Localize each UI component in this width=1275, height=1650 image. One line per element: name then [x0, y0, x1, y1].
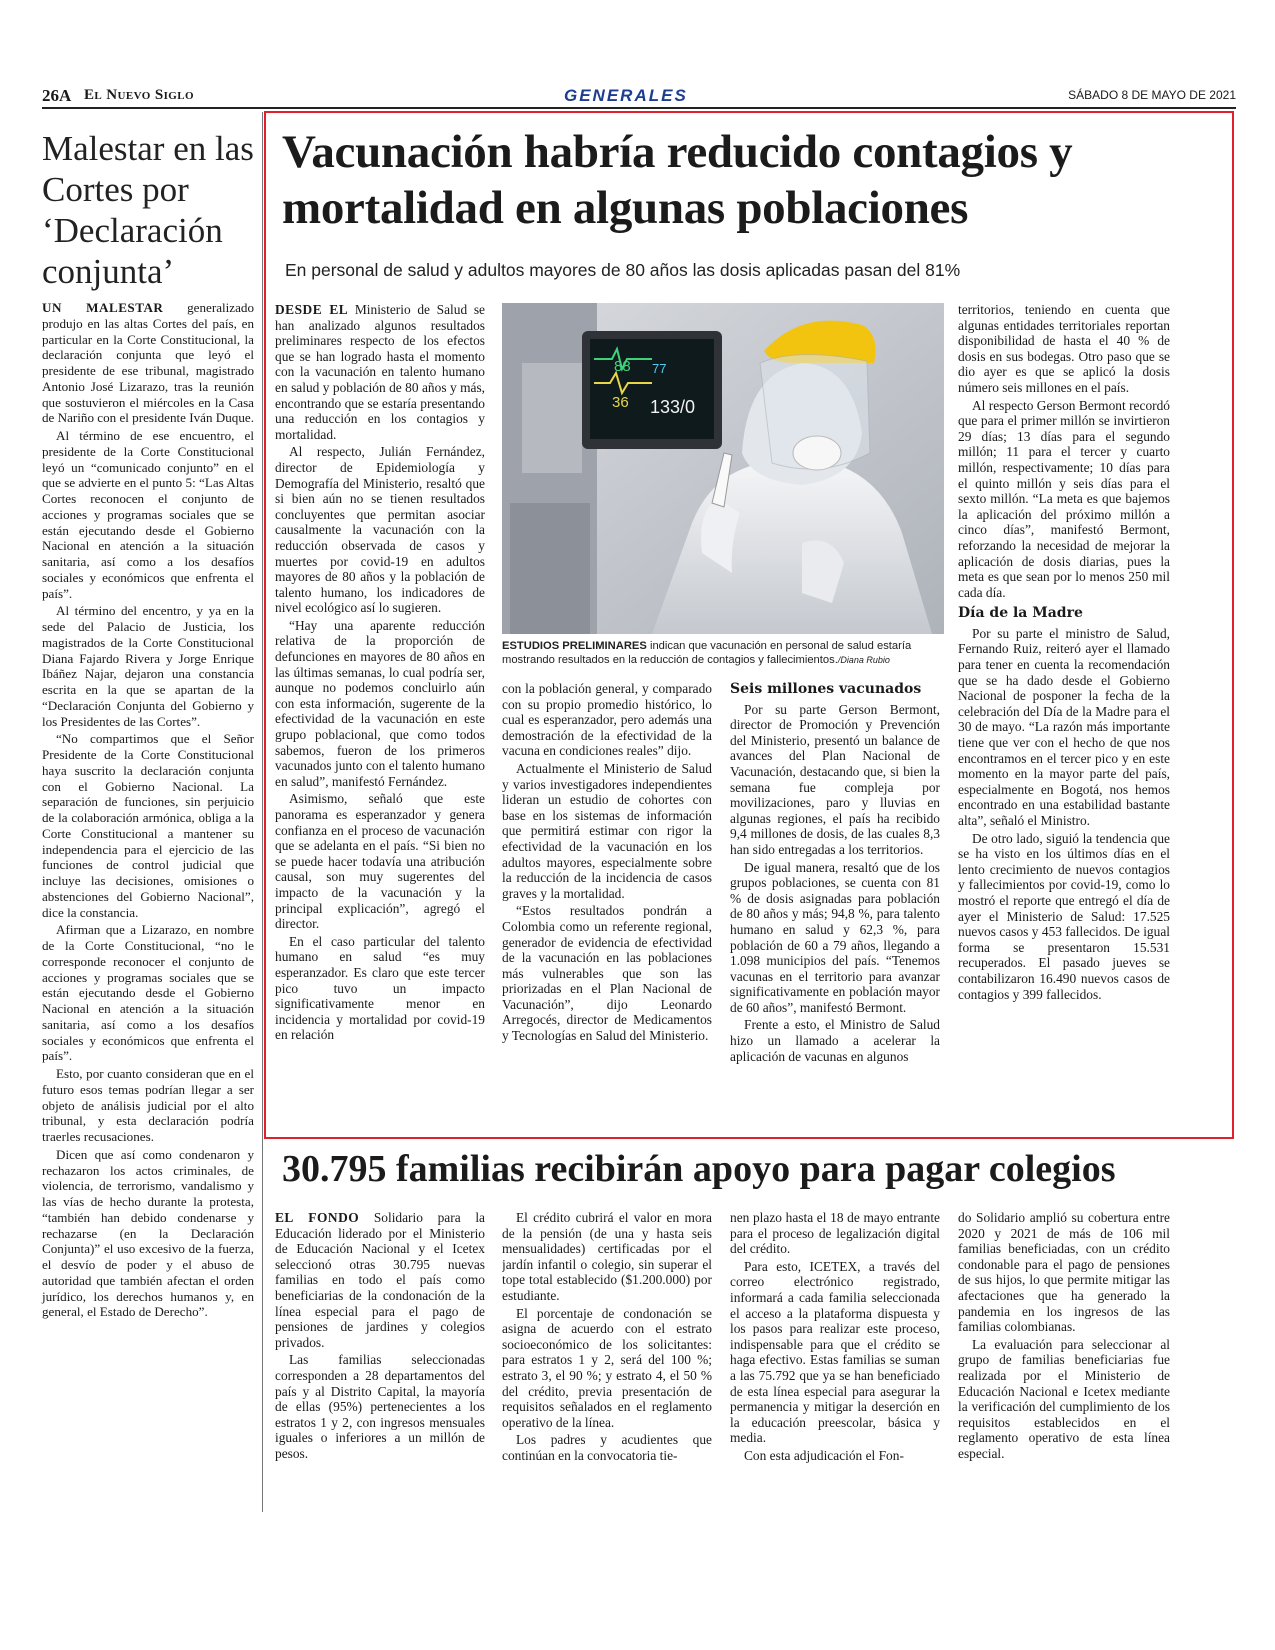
main-paragraph: con la población general, y comparado con su propio promedio histórico, lo cual es esperanzador, pero además una demostración de la efectividad de la vacuna en condiciones reales” dijo.: [502, 681, 712, 759]
main-paragraph: Frente a esto, el Ministro de Salud hizo un llamado a acelerar la aplicación de vacunas en algunos: [730, 1017, 940, 1064]
article-photo: [502, 303, 944, 634]
second-headline: 30.795 familias recibirán apoyo para pagar colegios: [282, 1148, 1116, 1190]
second-paragraph: Los padres y acudientes que continúan en la convocatoria tie-: [502, 1432, 712, 1463]
main-subtitle: En personal de salud y adultos mayores de 80 años las dosis aplicadas pasan del 81%: [285, 260, 961, 280]
second-paragraph: EL FONDO Solidario para la Educación liderado por el Ministerio de Educación Nacional y el Icetex seleccionó otras 30.795 nuevas familias en todo el país como beneficiarias de la condonación de la línea especial para el pago de pensiones de jardines y colegios privados.: [275, 1210, 485, 1350]
main-paragraph: En el caso particular del talento humano en salud “es muy esperanzador. Es claro que este tercer pico tuvo un impacto significativamente menor en incidencia y mortalidad por covid-19 en relación: [275, 933, 485, 1043]
sidebar-paragraph: UN MALESTAR generalizado produjo en las altas Cortes del país, en particular en la Corte Constitucional, la declaración conjunta que leyó el presidente de ese tribunal, magistrado Antonio José Lizarazo, tras la reunión que sostuvieron el miércoles en la Casa de Nariño con el presidente Iván Duque.: [42, 300, 255, 426]
second-column-2: [502, 1210, 712, 1510]
monitor-reading: 36: [612, 394, 629, 411]
main-lead: DESDE EL: [275, 302, 349, 317]
subheading-dia-de-la-madre: Día de la Madre: [958, 605, 1083, 622]
second-paragraph: nen plazo hasta el 18 de mayo entrante para el proceso de legalización digital del crédito.: [730, 1210, 940, 1257]
main-column-2: [502, 681, 712, 1129]
page-header: [42, 86, 1236, 108]
monitor-reading: 133/0: [650, 397, 696, 417]
caption-lead: ESTUDIOS PRELIMINARES: [502, 640, 647, 652]
page-number: 26A: [42, 86, 72, 105]
main-paragraph: “Estos resultados pondrán a Colombia como un referente regional, generador de evidencia de efectividad de la vacunación en las poblaciones más vulnerables que son las priorizadas en el Plan Nacional de Vacunación”, dijo Leonardo Arregocés, director de Medicamentos y Tecnologías en Salud del Ministerio.: [502, 903, 712, 1044]
sidebar-lead: UN MALESTAR: [42, 300, 164, 315]
sidebar-paragraph: Esto, por cuanto consideran que en el futuro esos temas podrían llegar a ser objeto de análisis judicial por el alto tribunal, y esta declaración podría traerles recusaciones.: [42, 1066, 254, 1144]
main-column-1: [275, 302, 485, 1130]
sidebar-body: [42, 300, 254, 1320]
second-paragraph: El porcentaje de condonación se asigna de acuerdo con el estrato socioeconómico de los solicitantes: para estratos 1 y 2, será del 100 %; estrato 3, el 90 %; y estrato 4, el 50 % del crédito, previa presentación de requisitos señalados en el reglamento operativo de la línea.: [502, 1305, 712, 1430]
main-column-3: [730, 676, 940, 1129]
main-paragraph: territorios, teniendo en cuenta que algunas entidades territoriales reportan disponibilidad de hasta el 40 % de dosis en sus bodegas. Otro paso que se dio ayer es que se aplicó la dosis número seis millones en el país.: [958, 302, 1170, 395]
photo-caption: ESTUDIOS PRELIMINARES indican que vacunación en personal de salud estaría mostrando resultados en la reducción de contagios y fallecimientos./Diana Rubio: [502, 640, 912, 666]
column-divider: [262, 112, 263, 1512]
main-paragraph: Por su parte el ministro de Salud, Fernando Ruiz, reiteró ayer el llamado para tener en cuenta la recomendación que se ha dado desde el Gobierno Nacional de posponer la fecha de la celebración del Día de la Madre para el 30 de mayo. “La razón más importante tiene que ver con el hecho de que nos encontramos en el tercer pico y en este momento en la mayor parte del país, especialmente en Bogotá, nos hemos encontrado en una estabilidad bastante alta”, señaló el Ministro.: [958, 625, 1170, 828]
main-paragraph: Al respecto Gerson Bermont recordó que para el primer millón se invirtieron 29 días; 13 días para el segundo millón; 11 para el tercer y cuarto millón, respectivamente; 10 días para el quinto millón y seis días para el sexto millón. “La meta es que bajemos la aplicación del próximo millón a cinco días”, manifestó Bermont, reforzando la necesidad de mejorar la aplicación de dosis diarias, pues la meta es que sean por lo menos 250 mil cada día.: [958, 397, 1170, 600]
sidebar-paragraph: Dicen que así como condenaron y rechazaron los actos criminales, de violencia, de terrorismo, vandalismo y las vías de hecho durante la protesta, “también han debido condenarse y rechazarse (en la Declaración Conjunta)” el uso excesivo de la fuerza, el desvío de poder y el abuso de autoridad que también afectan el orden jurídico, los derechos humanos y, en general, el Estado de Derecho”.: [42, 1146, 254, 1320]
newspaper-name: El Nuevo Siglo: [84, 87, 194, 103]
main-paragraph: De igual manera, resaltó que de los grupos poblaciones, se cuenta con 81 % de dosis asignadas para población de 80 años y más; 94,8 %, para talento humano en salud y 62,3 %, para población de 60 a 79 años, llegando a 1.098 municipios del país. “Tenemos vacunas en el territorio para avanzar significativamente en población mayor de 60 años”, manifestó Bermont.: [730, 859, 940, 1015]
second-paragraph: Para esto, ICETEX, a través del correo electrónico registrado, informará a cada familia seleccionada el acceso a la plataforma dispuesta y los pasos para realizar este proceso, indispensable para que el crédito se haga efectivo. Estas familias se suman a las 75.792 que ya se han beneficiado de esta línea especial para asegurar la permanencia y mitigar la deserción en la educación preescolar, básica y media.: [730, 1258, 940, 1446]
second-column-4: [958, 1210, 1170, 1510]
issue-date: SÁBADO 8 DE MAYO DE 2021: [1068, 88, 1236, 102]
second-paragraph: Las familias seleccionadas corresponden a 28 departamentos del país y al Distrito Capital, la mayoría de ellas (95%) pertenecientes a los estratos 1 y 2, con ingresos mensuales iguales o inferiores a un millón de pesos.: [275, 1352, 485, 1461]
main-paragraph: Actualmente el Ministerio de Salud y varios investigadores independientes lideran un estudio de cohortes con base en los sistemas de información que permitirá estimar con rigor la efectividad de la vacunación en los adultos mayores, especialmente sobre la reducción de la incidencia de casos graves y la mortalidad.: [502, 760, 712, 901]
main-paragraph: Al respecto, Julián Fernández, director de Epidemiología y Demografía del Ministerio, resaltó que si bien aún no se tienen resultados concluyentes que permitan asociar causalmente la vacunación con la reducción observada de casos y muertes por covid-19 en adultos mayores de 80 años y la población de talento humano, los indicadores de nivel ecológico así lo sugieren.: [275, 444, 485, 616]
second-paragraph: Con esta adjudicación el Fon-: [744, 1447, 904, 1463]
section-name: GENERALES: [564, 86, 688, 105]
second-lead: EL FONDO: [275, 1210, 360, 1225]
health-worker-photo: [502, 303, 944, 634]
main-headline: Vacunación habría reducido contagios y mortalidad en algunas poblaciones: [282, 126, 1073, 234]
main-paragraph: Asimismo, señaló que este panorama es esperanzador y genera confianza en el proceso de vacunación que se adelanta en el país. “Si bien no se puede hacer todavía una atribución causal, son muy sugerentes del impacto de la vacunación y la principal explicación”, agregó el director.: [275, 791, 485, 932]
sidebar-article: [42, 128, 254, 1513]
second-column-1: [275, 1210, 485, 1510]
header-rule: [42, 107, 1236, 109]
monitor-reading: 88: [614, 358, 631, 375]
second-column-3: [730, 1210, 940, 1510]
photo-credit: /Diana Rubio: [837, 655, 890, 665]
sidebar-paragraph: Al término del encentro, y ya en la sede del Palacio de Justicia, los magistrados de la Corte Constitucional Diana Fajardo Rivera y Jorge Enrique Ibáñez Najar, dejaron una constancia escrita en la que se apartan de la “Declaración Conjunta del Gobierno y los Presidentes de las Cortes”.: [42, 603, 254, 729]
sidebar-paragraph: “No compartimos que el Señor Presidente de la Corte Constitucional haya suscrito la declaración conjunta con el Gobierno Nacional. La separación de funciones, sin perjuicio de la colaboración armónica, obliga a la Corte Constitucional a mantener su independencia para el ejercicio de las funciones de control judicial que incluye las decisiones, omisiones o abstenciones del Gobierno Nacional”, dice la constancia.: [42, 731, 254, 920]
main-paragraph: “Hay una aparente reducción relativa de la proporción de defunciones en mayores de 80 años en las últimas semanas, lo cual podría ser, aunque no podemos concluirlo aún con esta información, sugerente de la efectividad de la vacunación en este grupo poblacional, que como todos sabemos, fueron de los primeros vacunados junto con el talento humano en salud”, manifestó Fernández.: [275, 617, 485, 789]
sidebar-paragraph: Al término de ese encuentro, el presidente de la Corte Constitucional leyó un “comunicado conjunto” en el que se advierte en el punto 5: “Las Altas Cortes reconocen el conjunto de acciones y programas sociales que se están ejecutando desde el Gobierno Nacional en atención a la situación sanitaria, así como a los desafíos sociales y económicos que enfrenta el país”.: [42, 428, 254, 601]
main-column-4: [958, 302, 1170, 1130]
monitor-reading: 77: [652, 361, 667, 376]
sidebar-paragraph: Afirman que a Lizarazo, en nombre de la Corte Constitucional, “no le corresponde reconocer el conjunto de acciones y programas sociales que se están ejecutando desde el Gobierno Nacional en atención a la situación sanitaria, así como a los desafíos sociales y económicos que enfrenta el país”.: [42, 922, 254, 1064]
second-paragraph: El crédito cubrirá el valor en mora de la pensión (de una y hasta seis mensualidades) certificadas por el jardín infantil o colegio, sin superar el tope total establecido ($1.200.000) por estudiante.: [502, 1210, 712, 1303]
sidebar-headline: Malestar en las Cortes por ‘Declaración conjunta’: [42, 129, 254, 291]
second-paragraph: La evaluación para seleccionar al grupo de familias beneficiarias fue realizada por el Ministerio de Educación Nacional e Icetex mediante la verificación del cumplimiento de los requisitos establecidos en el reglamento operativo de esta línea especial.: [958, 1336, 1170, 1461]
main-paragraph: Por su parte Gerson Bermont, director de Promoción y Prevención del Ministerio, presentó un balance de avances del Plan Nacional de Vacunación, destacando que, si bien la semana fue compleja por movilizaciones, paro y lluvias en algunas regiones, el país ha recibido 9,4 millones de dosis, de las cuales 8,3 han sido entregadas a los territorios.: [730, 701, 940, 857]
subheading-seis-millones: Seis millones vacunados: [730, 681, 922, 697]
main-paragraph: DESDE EL Ministerio de Salud se han analizado algunos resultados preliminares respecto de los efectos que se han logrado hasta el momento con la vacunación en talento humano en salud y población de 80 años y más, encontrando que se estaría presentando una reducción en los contagios y mortalidad.: [275, 302, 485, 442]
main-paragraph: De otro lado, siguió la tendencia que se ha visto en los últimos días en el lento crecimiento de nuevos contagios y fallecimientos por covid-19, como lo mostró el reporte que entregó el día de ayer el Ministerio de Salud: 17.525 nuevos casos y 453 fallecidos. De igual forma se presentaron 15.531 recuperados. El pasado jueves se contabilizaron 16.490 nuevos casos de contagios y 399 fallecidos.: [958, 830, 1170, 1002]
second-paragraph: do Solidario amplió su cobertura entre 2020 y 2021 de más de 106 mil familias beneficiadas, con un crédito condonable para el pago de pensiones de sus hijos, lo que permite mitigar las afectaciones que ha generado la pandemia en los ingresos de las familias colombianas.: [958, 1210, 1170, 1335]
